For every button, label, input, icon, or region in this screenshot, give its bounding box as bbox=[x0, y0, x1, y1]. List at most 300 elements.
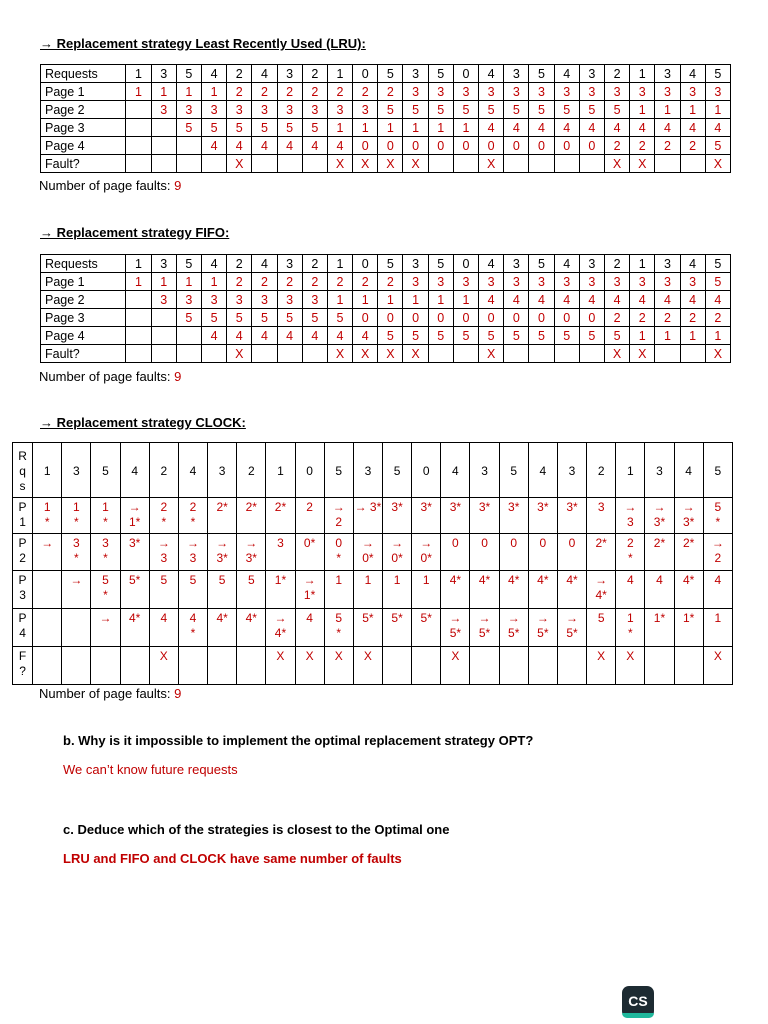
table-cell: 3* bbox=[441, 498, 470, 534]
row-label: P 3 bbox=[13, 571, 33, 609]
table-cell: → 5* bbox=[441, 609, 470, 647]
table-cell: 5 bbox=[579, 101, 604, 119]
table-cell: 5* bbox=[382, 609, 411, 647]
table-cell bbox=[579, 155, 604, 173]
table-cell: → 3* bbox=[208, 534, 237, 571]
table-cell: 1 bbox=[327, 65, 352, 83]
table-cell: 4 bbox=[554, 255, 579, 273]
table-cell: 4 bbox=[479, 255, 504, 273]
table-cell: 3 bbox=[403, 65, 428, 83]
table-cell: 2 bbox=[327, 273, 352, 291]
table-cell: 3 bbox=[705, 83, 730, 101]
table-cell: 4 bbox=[554, 119, 579, 137]
table-cell: X bbox=[441, 647, 470, 685]
table-cell: 1 bbox=[412, 571, 441, 609]
table-cell bbox=[151, 309, 176, 327]
table-cell: X bbox=[378, 155, 403, 173]
logo-text: CS bbox=[628, 993, 648, 1009]
table-cell: 1 bbox=[151, 273, 176, 291]
table-cell: 5 bbox=[277, 119, 302, 137]
fifo-heading: → Replacement strategy FIFO: bbox=[40, 225, 230, 240]
table-cell: X bbox=[149, 647, 178, 685]
table-cell: 1 bbox=[353, 119, 378, 137]
table-cell: X bbox=[353, 155, 378, 173]
table-cell: X bbox=[630, 155, 655, 173]
table-cell: 4 bbox=[616, 571, 645, 609]
table-cell: 4 bbox=[680, 291, 705, 309]
table-cell bbox=[176, 327, 201, 345]
table-cell: 2 bbox=[227, 273, 252, 291]
table-cell: 0 bbox=[403, 309, 428, 327]
table-cell: 5 bbox=[378, 327, 403, 345]
table-cell: 4 bbox=[149, 609, 178, 647]
row-label: Page 1 bbox=[41, 273, 126, 291]
table-cell bbox=[453, 345, 478, 363]
table-cell: 2* bbox=[208, 498, 237, 534]
row-label: Fault? bbox=[41, 155, 126, 173]
table-cell: 3 bbox=[680, 83, 705, 101]
table-cell: 3 bbox=[428, 83, 453, 101]
table-cell: 1* bbox=[266, 571, 295, 609]
table-cell: 2 bbox=[302, 273, 327, 291]
table-cell: 1 bbox=[630, 327, 655, 345]
table-row bbox=[41, 273, 731, 291]
table-cell: 3 bbox=[353, 101, 378, 119]
table-cell: 4 bbox=[479, 291, 504, 309]
table-cell: 1 bbox=[655, 327, 680, 345]
table-cell bbox=[453, 155, 478, 173]
table-cell bbox=[126, 119, 151, 137]
table-cell: 0 bbox=[353, 65, 378, 83]
table-cell: 4 bbox=[295, 609, 324, 647]
table-cell: → 3 bbox=[616, 498, 645, 534]
table-cell: 4 bbox=[705, 291, 730, 309]
table-cell: 1 bbox=[630, 255, 655, 273]
table-cell: 0 bbox=[554, 137, 579, 155]
table-cell: 1 bbox=[680, 101, 705, 119]
table-cell bbox=[62, 647, 91, 685]
table-cell bbox=[33, 647, 62, 685]
table-cell bbox=[151, 345, 176, 363]
table-cell: 0 bbox=[295, 443, 324, 498]
table-cell bbox=[126, 137, 151, 155]
table-cell bbox=[428, 155, 453, 173]
table-cell: 4 bbox=[554, 65, 579, 83]
table-cell bbox=[126, 101, 151, 119]
table-cell: 3 bbox=[479, 273, 504, 291]
table-cell: 5 bbox=[201, 119, 226, 137]
table-cell: 2 bbox=[327, 83, 352, 101]
table-cell bbox=[126, 291, 151, 309]
table-cell bbox=[178, 647, 207, 685]
table-cell: 5 bbox=[277, 309, 302, 327]
table-cell: 4* bbox=[470, 571, 499, 609]
table-cell: 2* bbox=[237, 498, 266, 534]
table-cell: 4 bbox=[120, 443, 149, 498]
table-cell: 5 bbox=[504, 327, 529, 345]
clock-table bbox=[12, 442, 733, 685]
table-cell: 5 bbox=[403, 327, 428, 345]
table-cell: 1* bbox=[674, 609, 703, 647]
table-cell: 4 bbox=[479, 65, 504, 83]
table-cell: 5 bbox=[378, 101, 403, 119]
table-cell: 2 * bbox=[149, 498, 178, 534]
table-cell bbox=[151, 155, 176, 173]
table-cell bbox=[470, 647, 499, 685]
row-label: Page 4 bbox=[41, 137, 126, 155]
row-label: Page 3 bbox=[41, 309, 126, 327]
table-cell: 2* bbox=[674, 534, 703, 571]
table-cell: 2 bbox=[227, 83, 252, 101]
lru-table bbox=[40, 64, 731, 173]
table-cell: 1 bbox=[705, 101, 730, 119]
table-cell: 3 bbox=[655, 255, 680, 273]
table-cell: 4 bbox=[680, 255, 705, 273]
table-cell: X bbox=[616, 647, 645, 685]
table-cell: 3 bbox=[428, 273, 453, 291]
table-cell: 1 bbox=[126, 255, 151, 273]
table-cell: 3 bbox=[504, 65, 529, 83]
fault-count-value: 9 bbox=[174, 369, 182, 384]
table-cell: → 5* bbox=[528, 609, 557, 647]
table-cell: 5 bbox=[604, 327, 629, 345]
table-cell: 5 bbox=[403, 101, 428, 119]
table-row bbox=[13, 534, 733, 571]
table-cell: 3 bbox=[227, 101, 252, 119]
header-row bbox=[13, 443, 733, 498]
table-cell bbox=[120, 647, 149, 685]
table-cell: 3* bbox=[528, 498, 557, 534]
table-cell: 5 bbox=[176, 309, 201, 327]
table-cell: 5 * bbox=[91, 571, 120, 609]
table-cell: 4 bbox=[528, 443, 557, 498]
table-cell bbox=[277, 345, 302, 363]
table-cell: 1 bbox=[630, 101, 655, 119]
table-cell: 1 bbox=[201, 273, 226, 291]
row-label: Page 2 bbox=[41, 291, 126, 309]
table-cell: 2 bbox=[630, 309, 655, 327]
table-cell: 5 * bbox=[324, 609, 353, 647]
table-cell: → 3* bbox=[645, 498, 674, 534]
table-cell: 4 bbox=[630, 119, 655, 137]
table-cell: → 3 bbox=[178, 534, 207, 571]
table-cell: 2 bbox=[237, 443, 266, 498]
table-cell bbox=[62, 609, 91, 647]
table-cell: 1 bbox=[630, 65, 655, 83]
table-cell bbox=[126, 155, 151, 173]
table-cell: 5 bbox=[587, 609, 616, 647]
table-cell: 4 bbox=[227, 137, 252, 155]
table-cell: 4 bbox=[655, 291, 680, 309]
table-cell: 4 bbox=[645, 571, 674, 609]
table-cell: 4 bbox=[705, 119, 730, 137]
lru-fault-count bbox=[39, 178, 181, 193]
table-cell: 5 bbox=[428, 101, 453, 119]
table-cell: → 4* bbox=[266, 609, 295, 647]
header-row bbox=[41, 255, 731, 273]
table-cell: 1 bbox=[428, 119, 453, 137]
table-cell: 5 bbox=[201, 309, 226, 327]
table-cell: X bbox=[479, 155, 504, 173]
table-cell: 1 bbox=[176, 273, 201, 291]
table-cell bbox=[151, 119, 176, 137]
table-row bbox=[13, 571, 733, 609]
table-cell: 4* bbox=[208, 609, 237, 647]
table-cell: 3 bbox=[470, 443, 499, 498]
table-cell: 5 bbox=[479, 327, 504, 345]
table-cell: 3 bbox=[479, 83, 504, 101]
table-cell: 5 bbox=[378, 255, 403, 273]
table-cell: 0 bbox=[403, 137, 428, 155]
table-cell: 3 bbox=[302, 291, 327, 309]
table-cell: 5 bbox=[378, 65, 403, 83]
table-cell: 5 bbox=[705, 273, 730, 291]
table-cell: 5 bbox=[428, 65, 453, 83]
table-cell: 2 bbox=[604, 137, 629, 155]
table-cell: 0 bbox=[441, 534, 470, 571]
table-cell: → 4* bbox=[587, 571, 616, 609]
table-cell: → 2 bbox=[703, 534, 732, 571]
table-cell: 2 bbox=[378, 83, 403, 101]
table-cell: 4* bbox=[499, 571, 528, 609]
fault-count-label: Number of page faults: bbox=[39, 178, 171, 193]
table-cell: 1 * bbox=[33, 498, 62, 534]
row-label: Page 2 bbox=[41, 101, 126, 119]
table-cell: → 3* bbox=[353, 498, 382, 534]
table-cell: 4 bbox=[680, 65, 705, 83]
header-row bbox=[41, 65, 731, 83]
table-cell: 5 bbox=[504, 101, 529, 119]
table-cell: 5 bbox=[428, 327, 453, 345]
table-cell: 1 bbox=[327, 119, 352, 137]
table-row bbox=[41, 309, 731, 327]
table-cell: 5 bbox=[91, 443, 120, 498]
table-cell: 3 bbox=[604, 83, 629, 101]
table-cell: 1 bbox=[453, 119, 478, 137]
table-cell: 3 bbox=[208, 443, 237, 498]
table-cell bbox=[201, 345, 226, 363]
table-cell: 1 bbox=[616, 443, 645, 498]
table-cell: 3 bbox=[655, 65, 680, 83]
table-cell: 4 bbox=[604, 119, 629, 137]
table-cell bbox=[557, 647, 586, 685]
table-cell: 2 bbox=[353, 83, 378, 101]
table-cell: 4 bbox=[277, 137, 302, 155]
table-cell: 4 bbox=[579, 291, 604, 309]
table-cell: 5 bbox=[554, 327, 579, 345]
table-cell bbox=[554, 345, 579, 363]
table-cell: 3* bbox=[412, 498, 441, 534]
table-cell: 3 bbox=[453, 83, 478, 101]
table-cell: 2 bbox=[252, 273, 277, 291]
table-cell: 1 bbox=[176, 83, 201, 101]
table-cell bbox=[91, 647, 120, 685]
table-cell: 1 bbox=[403, 291, 428, 309]
table-cell: 0* bbox=[295, 534, 324, 571]
table-cell: 3 * bbox=[62, 534, 91, 571]
table-cell: 2 bbox=[302, 65, 327, 83]
table-cell: 3 bbox=[403, 255, 428, 273]
table-cell: 0 bbox=[557, 534, 586, 571]
table-cell: 3 bbox=[554, 273, 579, 291]
table-cell: 0 bbox=[479, 137, 504, 155]
table-cell: 0 bbox=[453, 137, 478, 155]
table-cell bbox=[252, 155, 277, 173]
table-cell: 2 bbox=[353, 273, 378, 291]
table-cell: 4 bbox=[252, 137, 277, 155]
answer-c: LRU and FIFO and CLOCK have same number of faults bbox=[63, 851, 402, 866]
table-cell bbox=[528, 647, 557, 685]
table-cell: 4 bbox=[327, 137, 352, 155]
table-cell: 5 bbox=[703, 443, 732, 498]
table-cell: 3 bbox=[176, 101, 201, 119]
table-cell: X bbox=[378, 345, 403, 363]
table-cell bbox=[176, 137, 201, 155]
table-cell: 2 bbox=[227, 65, 252, 83]
table-cell: 5 bbox=[705, 65, 730, 83]
table-cell: 3* bbox=[499, 498, 528, 534]
table-cell: 3* bbox=[120, 534, 149, 571]
table-cell: 0 bbox=[528, 534, 557, 571]
table-cell: 3 bbox=[680, 273, 705, 291]
table-cell bbox=[655, 155, 680, 173]
table-cell bbox=[504, 155, 529, 173]
table-cell: 1 bbox=[378, 119, 403, 137]
table-cell: 3 bbox=[277, 101, 302, 119]
table-cell: 2 bbox=[604, 309, 629, 327]
table-cell: 1 bbox=[680, 327, 705, 345]
table-cell bbox=[554, 155, 579, 173]
table-cell bbox=[126, 327, 151, 345]
table-cell: 4* bbox=[557, 571, 586, 609]
table-cell bbox=[208, 647, 237, 685]
table-cell: 4 bbox=[529, 119, 554, 137]
clock-fault-count bbox=[39, 686, 181, 701]
table-cell: 3 bbox=[529, 83, 554, 101]
table-cell: 1 bbox=[126, 273, 151, 291]
table-row bbox=[41, 119, 731, 137]
table-cell: 4* bbox=[674, 571, 703, 609]
table-row bbox=[13, 609, 733, 647]
table-cell: 4 bbox=[201, 327, 226, 345]
table-cell: 4 bbox=[680, 119, 705, 137]
row-label: P 1 bbox=[13, 498, 33, 534]
table-row bbox=[41, 327, 731, 345]
table-cell: 2 * bbox=[616, 534, 645, 571]
table-cell bbox=[176, 155, 201, 173]
table-cell: 0 * bbox=[324, 534, 353, 571]
table-cell: 1 bbox=[353, 571, 382, 609]
table-cell: 5 bbox=[529, 65, 554, 83]
table-cell: 3 bbox=[579, 255, 604, 273]
table-cell: → bbox=[91, 609, 120, 647]
table-cell: 3 bbox=[252, 101, 277, 119]
row-label: Requests bbox=[41, 65, 126, 83]
table-cell: 4 bbox=[252, 327, 277, 345]
fault-count-value: 9 bbox=[174, 178, 182, 193]
row-label: Page 1 bbox=[41, 83, 126, 101]
table-cell: 4 bbox=[504, 291, 529, 309]
table-cell: 5* bbox=[353, 609, 382, 647]
table-cell: 0 bbox=[504, 137, 529, 155]
table-cell: X bbox=[295, 647, 324, 685]
table-cell: 1 bbox=[327, 255, 352, 273]
table-cell: 3 bbox=[151, 65, 176, 83]
table-cell: X bbox=[703, 647, 732, 685]
row-label: Fault? bbox=[41, 345, 126, 363]
table-cell: 2 bbox=[277, 83, 302, 101]
table-cell: 1 bbox=[703, 609, 732, 647]
table-cell: 2 bbox=[302, 255, 327, 273]
table-cell: 4 bbox=[353, 327, 378, 345]
table-cell: 3 bbox=[579, 83, 604, 101]
table-cell: → 1* bbox=[295, 571, 324, 609]
table-cell: 3 bbox=[176, 291, 201, 309]
table-cell: 5 bbox=[302, 119, 327, 137]
table-cell bbox=[33, 609, 62, 647]
table-cell: 4* bbox=[441, 571, 470, 609]
row-label: Requests bbox=[41, 255, 126, 273]
table-cell: 4 bbox=[554, 291, 579, 309]
table-cell: 0 bbox=[529, 137, 554, 155]
table-cell: 4 bbox=[201, 137, 226, 155]
table-cell: X bbox=[604, 345, 629, 363]
table-cell: 0 bbox=[378, 309, 403, 327]
table-cell: 3* bbox=[382, 498, 411, 534]
table-cell: X bbox=[403, 155, 428, 173]
table-cell: X bbox=[353, 647, 382, 685]
table-cell: 5* bbox=[120, 571, 149, 609]
table-cell bbox=[504, 345, 529, 363]
table-cell: 2 bbox=[655, 309, 680, 327]
table-cell: 4 bbox=[302, 327, 327, 345]
table-cell: 1 bbox=[324, 571, 353, 609]
table-cell: 0 bbox=[529, 309, 554, 327]
table-cell: 3 bbox=[604, 273, 629, 291]
table-cell: 1 bbox=[353, 291, 378, 309]
fifo-fault-count bbox=[39, 369, 181, 384]
table-cell: 1 * bbox=[62, 498, 91, 534]
table-cell: 5 bbox=[705, 137, 730, 155]
table-cell: X bbox=[327, 155, 352, 173]
table-row bbox=[41, 155, 731, 173]
table-cell: X bbox=[479, 345, 504, 363]
table-cell: 5 bbox=[252, 119, 277, 137]
table-cell: 4 * bbox=[178, 609, 207, 647]
table-cell: 5 bbox=[227, 119, 252, 137]
table-cell: 2 bbox=[604, 255, 629, 273]
table-cell: 4* bbox=[237, 609, 266, 647]
table-cell: 2 bbox=[302, 83, 327, 101]
table-cell: 0 bbox=[479, 309, 504, 327]
table-cell: 2 bbox=[630, 137, 655, 155]
table-cell: → 0* bbox=[412, 534, 441, 571]
table-cell: 3 bbox=[645, 443, 674, 498]
table-cell: 3 bbox=[151, 291, 176, 309]
fault-count-label: Number of page faults: bbox=[39, 686, 171, 701]
table-cell: 3 bbox=[151, 101, 176, 119]
table-cell: 4 bbox=[529, 291, 554, 309]
table-cell: 2 bbox=[655, 137, 680, 155]
table-cell: → 1* bbox=[120, 498, 149, 534]
table-cell: 1 bbox=[428, 291, 453, 309]
table-cell: 4 bbox=[703, 571, 732, 609]
table-cell: 3* bbox=[470, 498, 499, 534]
row-label: R q s bbox=[13, 443, 33, 498]
table-cell: X bbox=[403, 345, 428, 363]
table-cell: X bbox=[353, 345, 378, 363]
table-cell: 4 bbox=[201, 255, 226, 273]
